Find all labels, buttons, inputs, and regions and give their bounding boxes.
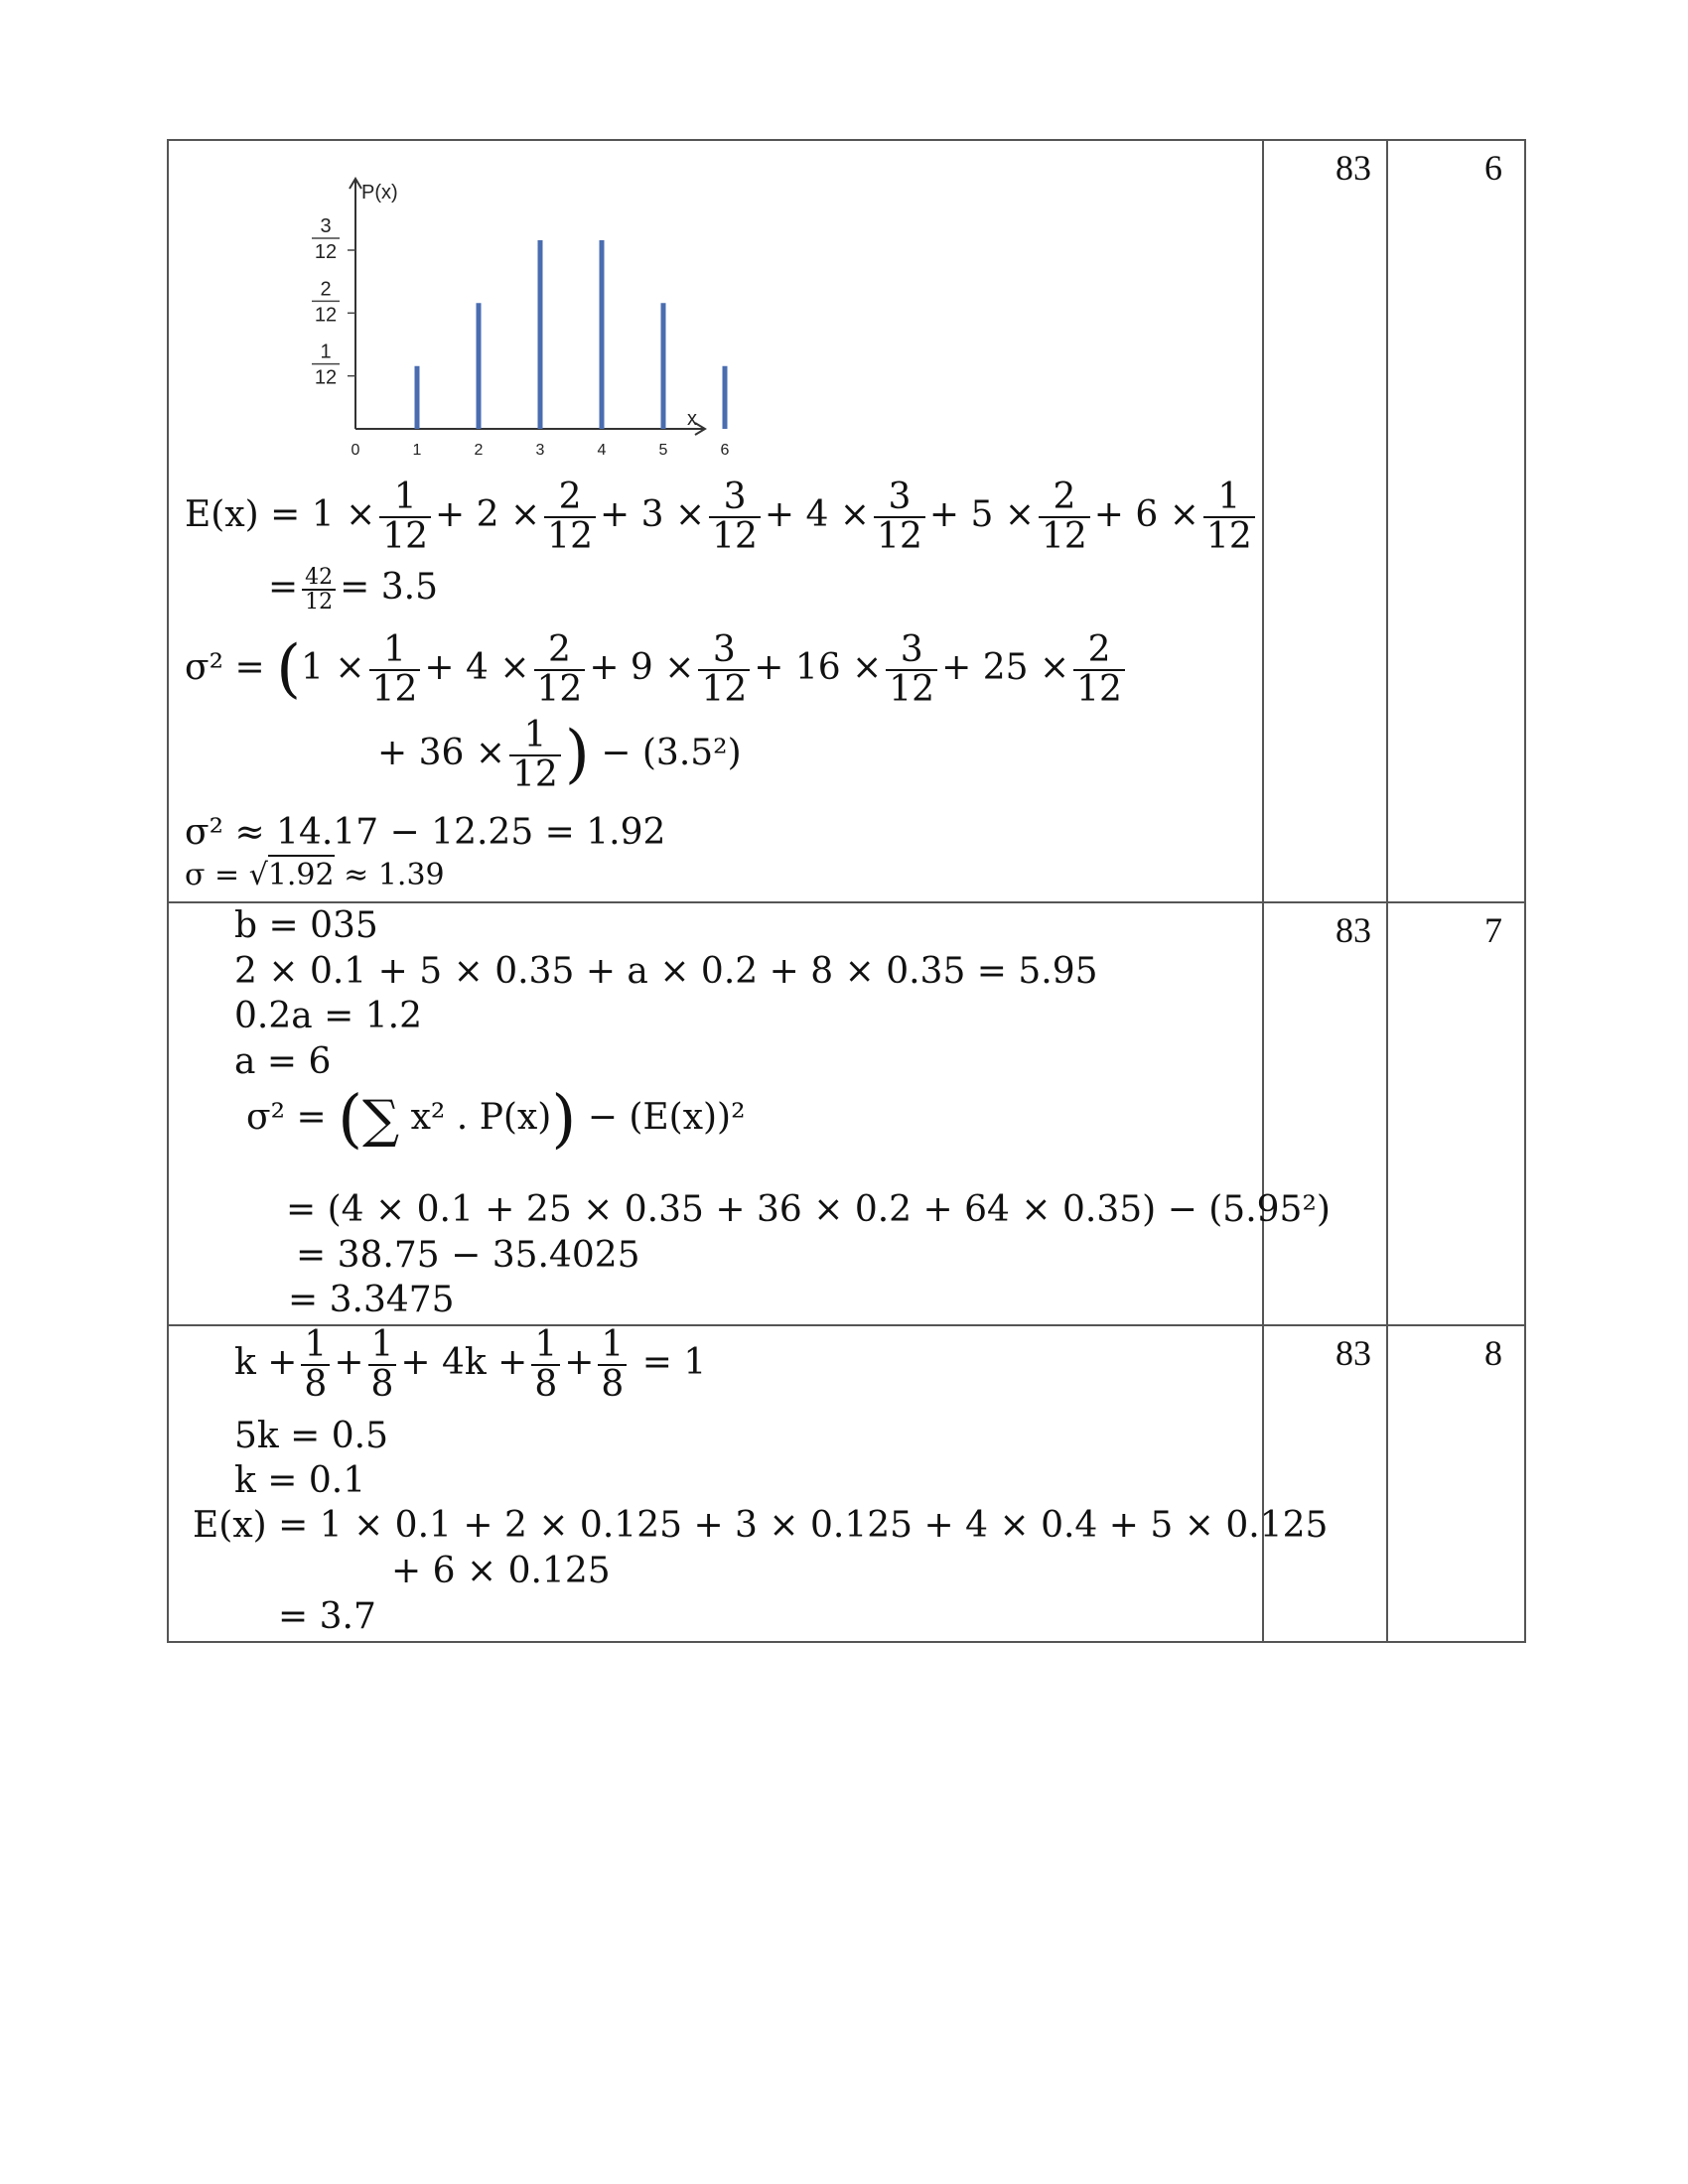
x-axis-label: x <box>687 408 697 430</box>
ex-term: + 3 × <box>599 493 706 535</box>
question-cell <box>1387 1325 1525 1642</box>
x-tick-label: 6 <box>720 442 730 459</box>
ex-term: + 2 × <box>435 493 541 535</box>
table-row <box>168 1325 1525 1642</box>
mean-equation: 2 × 0.1 + 5 × 0.35 + a × 0.2 + 8 × 0.35 = 5.95 <box>234 951 1098 992</box>
ex-term: + 6 × <box>1093 493 1199 535</box>
answer-sheet <box>167 139 1522 1641</box>
variance-line-2: + 36 × $\frac{1}{12}$ ) − (3.5²) <box>377 715 742 795</box>
variance-line-1: σ² = (1 × $\frac{1}{12}$ + 4 × $\frac{2}{12}$ + 9 × $\frac{3}{12}$ + 16 × $\frac{3}{12}$ + 25 × $\frac{2}{12}$ <box>185 631 1129 709</box>
ex-term: + 4 × <box>764 493 871 535</box>
x-tick-label: 1 <box>412 442 422 459</box>
page-cell <box>1263 902 1387 1325</box>
question-cell <box>1387 902 1525 1325</box>
question-number: 6 <box>1484 148 1502 188</box>
x-tick-label: 5 <box>658 442 668 459</box>
variance-step: = 38.75 − 35.4025 <box>296 1235 640 1276</box>
variance-result: = 3.3475 <box>288 1280 455 1320</box>
table-row <box>168 140 1525 902</box>
svg-text:12: 12 <box>314 304 338 327</box>
page-number: 83 <box>1336 910 1371 950</box>
question-cell <box>1387 140 1525 902</box>
y-tick-label <box>312 215 355 263</box>
page-number: 83 <box>1336 148 1371 188</box>
fraction: $\frac{2}{12}$ <box>1039 478 1090 556</box>
a-equation: 0.2a = 1.2 <box>234 996 423 1036</box>
expectation-continuation: + 6 × 0.125 <box>391 1551 611 1591</box>
expectation-result: = $\frac{42}{12}$ = 3.5 <box>268 565 439 615</box>
expectation-result: = 3.7 <box>278 1596 376 1637</box>
x-tick-label: 2 <box>474 442 484 459</box>
fraction: $\frac{1}{8}$ <box>368 1326 397 1404</box>
fraction: $\frac{2}{12}$ <box>534 631 586 709</box>
fraction: $\frac{3}{12}$ <box>886 631 937 709</box>
working-cell <box>168 1324 1329 1642</box>
fraction: $\frac{1}{12}$ <box>379 478 431 556</box>
table-row <box>168 902 1525 1325</box>
page-number: 83 <box>1336 1333 1371 1373</box>
x-tick-label: 3 <box>535 442 545 459</box>
y-tick-label <box>312 341 355 389</box>
y-tick-label <box>312 278 355 326</box>
fraction: $\frac{3}{12}$ <box>709 478 761 556</box>
fraction: $\frac{42}{12}$ <box>302 566 336 614</box>
answer-table <box>167 139 1526 1643</box>
sum-equation: k + $\frac{1}{8}$ + $\frac{1}{8}$ + 4k + $\frac{1}{8}$ + $\frac{1}{8}$ = 1 <box>234 1324 707 1405</box>
x-tick-label: 0 <box>351 442 360 459</box>
expectation-line <box>185 478 1259 556</box>
a-value: a = 6 <box>234 1041 332 1082</box>
question-number: 8 <box>1484 1333 1502 1373</box>
variance-substitution: = (4 × 0.1 + 25 × 0.35 + 36 × 0.2 + 64 × 0.35) − (5.95²) <box>286 1189 1331 1230</box>
fraction: $\frac{2}{12}$ <box>544 478 596 556</box>
working-cell <box>168 140 1263 902</box>
fraction: $\frac{3}{12}$ <box>698 631 750 709</box>
k-value: k = 0.1 <box>234 1460 366 1501</box>
fraction: $\frac{1}{8}$ <box>301 1326 330 1404</box>
svg-text:12: 12 <box>314 366 338 389</box>
5k-equation: 5k = 0.5 <box>234 1416 389 1456</box>
svg-text:3: 3 <box>320 215 332 237</box>
working-cell <box>168 902 1331 1325</box>
variance-formula: σ² = (∑ x² . P(x)) − (E(x))² <box>246 1082 746 1157</box>
variance-result: σ² ≈ 14.17 − 12.25 = 1.92 <box>185 812 666 853</box>
fraction: $\frac{3}{12}$ <box>874 478 925 556</box>
svg-text:1: 1 <box>320 341 332 363</box>
b-value: b = 035 <box>234 905 378 946</box>
page-cell <box>1263 140 1387 902</box>
ex-lhs: E(x) = 1 × <box>185 493 376 535</box>
fraction: $\frac{1}{12}$ <box>369 631 421 709</box>
svg-text:2: 2 <box>320 278 332 301</box>
fraction: $\frac{1}{8}$ <box>531 1326 560 1404</box>
y-axis-label: P(x) <box>361 182 398 204</box>
expectation-line: E(x) = 1 × 0.1 + 2 × 0.125 + 3 × 0.125 + 4 × 0.4 + 5 × 0.125 <box>193 1505 1329 1546</box>
fraction: $\frac{1}{12}$ <box>509 717 561 794</box>
x-tick-label: 4 <box>597 442 607 459</box>
fraction: $\frac{2}{12}$ <box>1073 631 1125 709</box>
std-dev-line: σ = √1.92 ≈ 1.39 <box>185 858 445 892</box>
page-cell <box>1263 1325 1387 1642</box>
ex-term: + 5 × <box>928 493 1035 535</box>
svg-text:12: 12 <box>314 241 338 263</box>
fraction: $\frac{1}{8}$ <box>598 1326 627 1404</box>
fraction: $\frac{1}{12}$ <box>1203 478 1255 556</box>
probability-chart <box>238 159 894 467</box>
question-number: 7 <box>1484 910 1502 950</box>
